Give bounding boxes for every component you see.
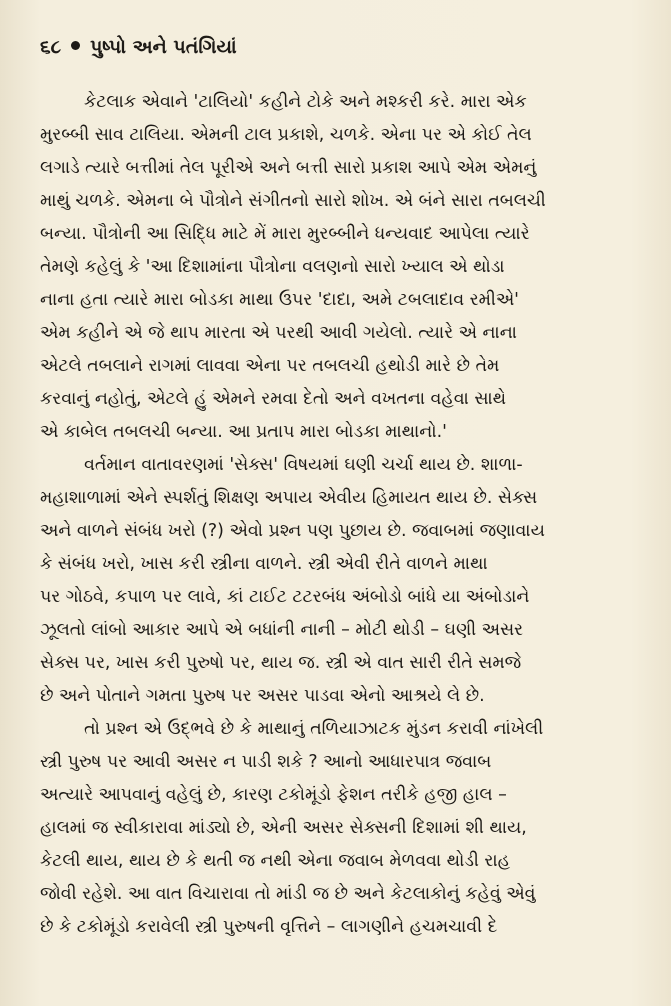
text-line: પર ગોઠવે, કપાળ પર લાવે, કાં ટાઈટ ટટરબંધ અંબોડો બાંધે યા અંબોડાને bbox=[40, 587, 530, 607]
body-text bbox=[40, 86, 631, 944]
text-line: છે અને પોતાને ગમતા પુરુષ પર અસર પાડવા એનો આશ્રયે લે છે. bbox=[40, 686, 485, 706]
text-line: એ કાબેલ તબલચી બન્યા. આ પ્રતાપ મારા બોડકા માથાનો.' bbox=[40, 422, 447, 442]
text-line: મહાશાળામાં એને સ્પર્શતું શિક્ષણ અપાય એવીય હિમાયત થાય છે. સેક્સ bbox=[40, 488, 538, 508]
bullet-icon bbox=[71, 41, 80, 50]
text-line: ઝૂલતો લાંબો આકાર આપે એ બધાંની નાની – મોટી થોડી – ઘણી અસર bbox=[40, 620, 524, 640]
paragraph-3 bbox=[40, 713, 631, 944]
text-line: કરવાનું નહોતું, એટલે હું એમને રમવા દેતો અને વખતના વહેવા સાથે bbox=[40, 389, 507, 409]
text-line: મુરબ્બી સાવ ટાલિયા. એમની ટાલ પ્રકાશે, ચળકે. એના પર એ કોઈ તેલ bbox=[40, 125, 532, 145]
paragraph-2 bbox=[40, 449, 631, 713]
text-line: સેક્સ પર, ખાસ કરી પુરુષો પર, થાય જ. સ્ત્રી એ વાત સારી રીતે સમજે bbox=[40, 653, 522, 673]
text-line: તેમણે કહેલું કે 'આ દિશામાંના પૌત્રોના વલણનો સારો ખ્યાલ એ થોડા bbox=[40, 257, 505, 277]
text-line: એમ કહીને એ જે થાપ મારતા એ પરથી આવી ગયેલો. ત્યારે એ નાના bbox=[40, 323, 517, 343]
text-line: એટલે તબલાને રાગમાં લાવવા એના પર તબલચી હથોડી મારે છે તેમ bbox=[40, 356, 500, 376]
text-line: નાના હતા ત્યારે મારા બોડકા માથા ઉપર 'દાદા, અમે ટબલાદાવ રમીએ' bbox=[40, 290, 519, 310]
text-line: માથું ચળકે. એમના બે પૌત્રોને સંગીતનો સારો શોખ. એ બંને સારા તબલચી bbox=[40, 191, 546, 211]
text-line: કેટલાક એવાને 'ટાલિયો' કહીને ટોકે અને મશ્કરી કરે. મારા એક bbox=[84, 92, 527, 112]
paragraph-1 bbox=[40, 86, 631, 449]
text-line: વર્તમાન વાતાવરણમાં 'સેક્સ' વિષયમાં ઘણી ચર્ચા થાય છે. શાળા- bbox=[84, 455, 523, 475]
text-line: તો પ્રશ્ન એ ઉદ્ભવે છે કે માથાનું તળિયાઝાટક મુંડન કરાવી નાંખેલી bbox=[84, 719, 544, 739]
text-line: અને વાળને સંબંધ ખરો (?) એવો પ્રશ્ન પણ પુછાય છે. જવાબમાં જણાવાય bbox=[40, 521, 545, 541]
book-title: પુષ્પો અને પતંગિયાં bbox=[90, 36, 237, 58]
text-line: કે સંબંધ ખરો, ખાસ કરી સ્ત્રીના વાળને. સ્ત્રી એવી રીતે વાળને માથા bbox=[40, 554, 488, 574]
text-line: સ્ત્રી પુરુષ પર આવી અસર ન પાડી શકે ? આનો આધારપાત્ર જવાબ bbox=[40, 752, 492, 772]
text-line: બન્યા. પૌત્રોની આ સિદ્ધિ માટે મેં મારા મુરબ્બીને ધન્યવાદ આપેલા ત્યારે bbox=[40, 224, 530, 244]
text-line: અત્યારે આપવાનું વહેલું છે, કારણ ટકોમૂંડો ફેશન તરીકે હજી હાલ – bbox=[40, 785, 507, 805]
page-header bbox=[40, 36, 631, 80]
text-line: લગાડે ત્યારે બત્તીમાં તેલ પૂરીએ અને બત્તી સારો પ્રકાશ આપે એમ એમનું bbox=[40, 158, 537, 178]
page-number: ૬૮ bbox=[40, 36, 62, 58]
text-line: કેટલી થાય, થાય છે કે થતી જ નથી એના જવાબ મેળવવા થોડી રાહ bbox=[40, 851, 511, 871]
text-line: જોવી રહેશે. આ વાત વિચારાવા તો માંડી જ છે અને કેટલાકોનું કહેવું એવું bbox=[40, 884, 536, 904]
text-line: હાલમાં જ સ્વીકારાવા માંડ્યો છે, એની અસર સેક્સની દિશામાં શી થાય, bbox=[40, 818, 527, 838]
text-line: છે કે ટકોમૂંડો કરાવેલી સ્ત્રી પુરુષની વૃત્તિને – લાગણીને હચમચાવી દે bbox=[40, 917, 498, 937]
